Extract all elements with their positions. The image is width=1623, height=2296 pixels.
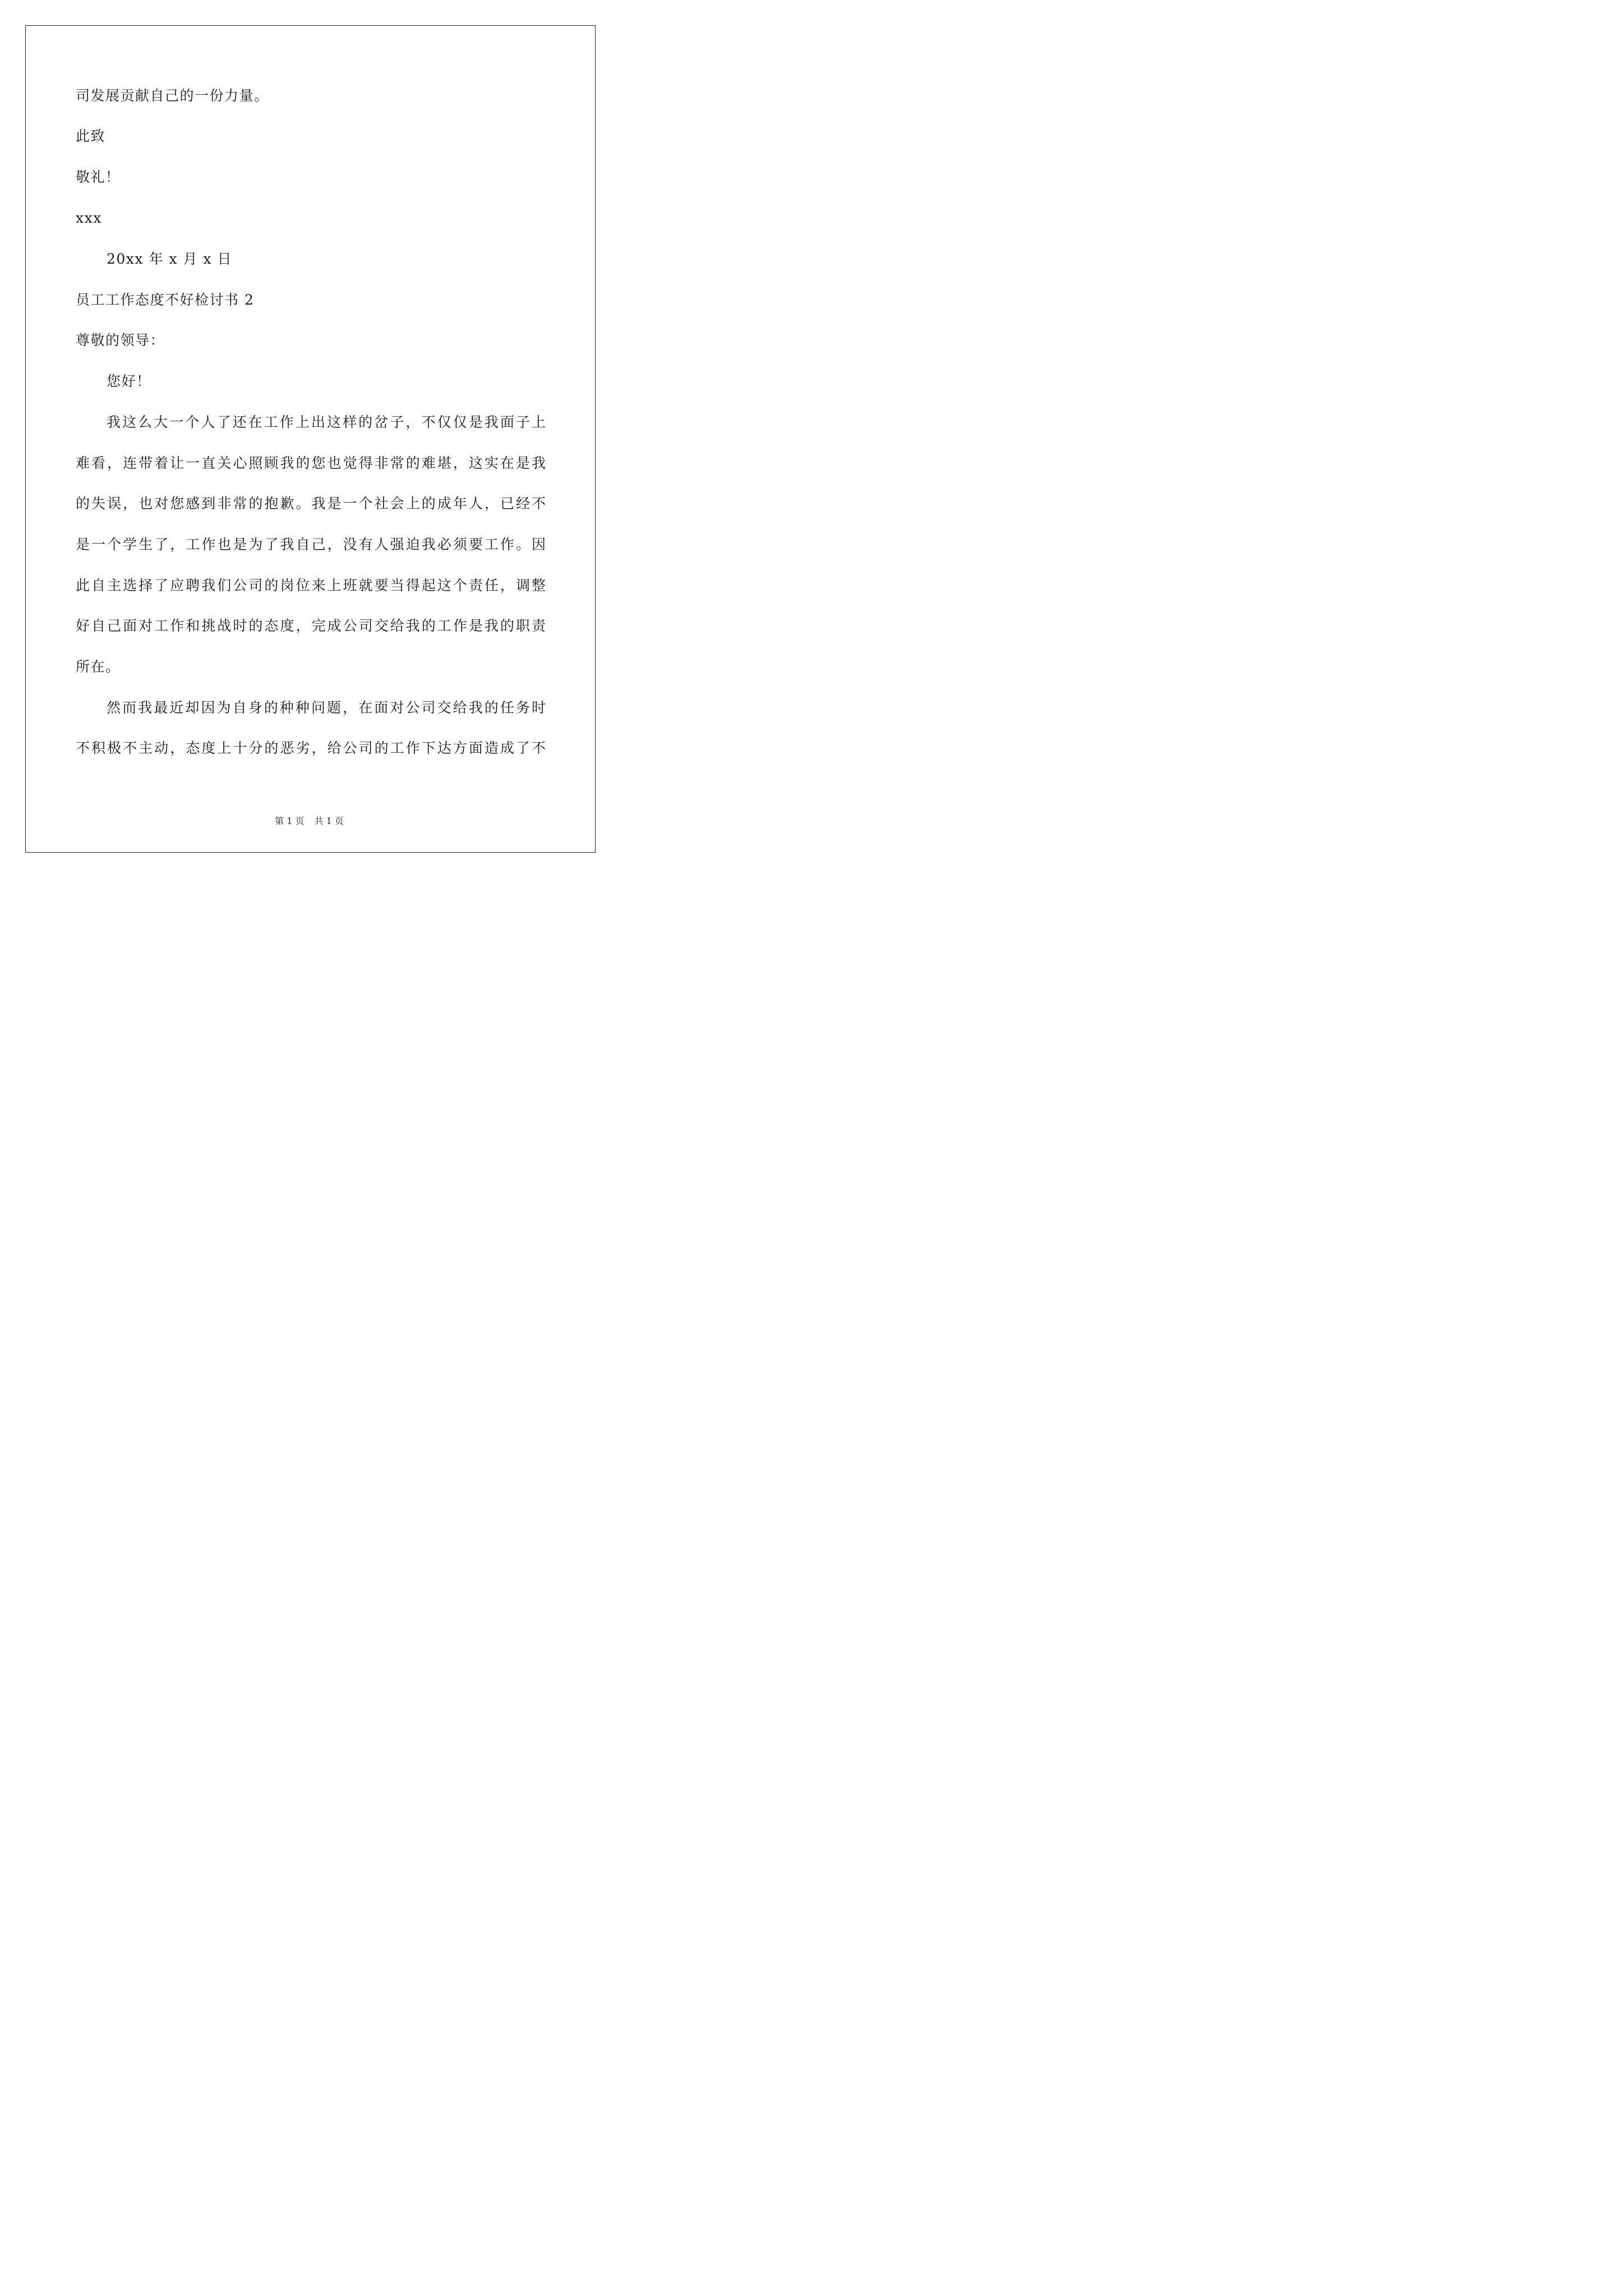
paragraph-line: 不积极不主动，态度上十分的恶劣，给公司的工作下达方面造成了不 [76,740,546,756]
paragraph-line: 是一个学生了，工作也是为了我自己，没有人强迫我必须要工作。因 [76,536,546,553]
page-footer [0,815,619,827]
text-line: 司发展贡献自己的一份力量。 [76,88,269,104]
signature-date: 20xx 年 x 月 x 日 [107,251,232,267]
paragraph-line: 难看，连带着让一直关心照顾我的您也觉得非常的难堪，这实在是我 [76,455,546,471]
signature-name: xxx [76,210,102,226]
page-number: 第 1 页 [275,816,305,826]
closing-regards: 敬礼！ [76,169,121,185]
closing-salutation: 此致 [76,128,106,144]
greeting: 尊敬的领导： [76,332,165,348]
paragraph-line: 此自主选择了应聘我们公司的岗位来上班就要当得起这个责任，调整 [76,577,546,593]
page-border [25,25,596,853]
paragraph-line: 我这么大一个人了还在工作上出这样的岔子，不仅仅是我面子上 [107,414,546,430]
paragraph-line: 的失误，也对您感到非常的抱歉。我是一个社会上的成年人，已经不 [76,495,546,512]
paragraph-line: 所在。 [76,659,121,675]
section-title: 员工工作态度不好检讨书 2 [76,292,255,308]
page-total: 共 1 页 [314,816,344,826]
paragraph-line: 好自己面对工作和挑战时的态度，完成公司交给我的工作是我的职责 [76,618,546,634]
paragraph-line: 然而我最近却因为自身的种种问题，在面对公司交给我的任务时 [107,700,546,716]
greeting-hello: 您好！ [107,373,151,389]
